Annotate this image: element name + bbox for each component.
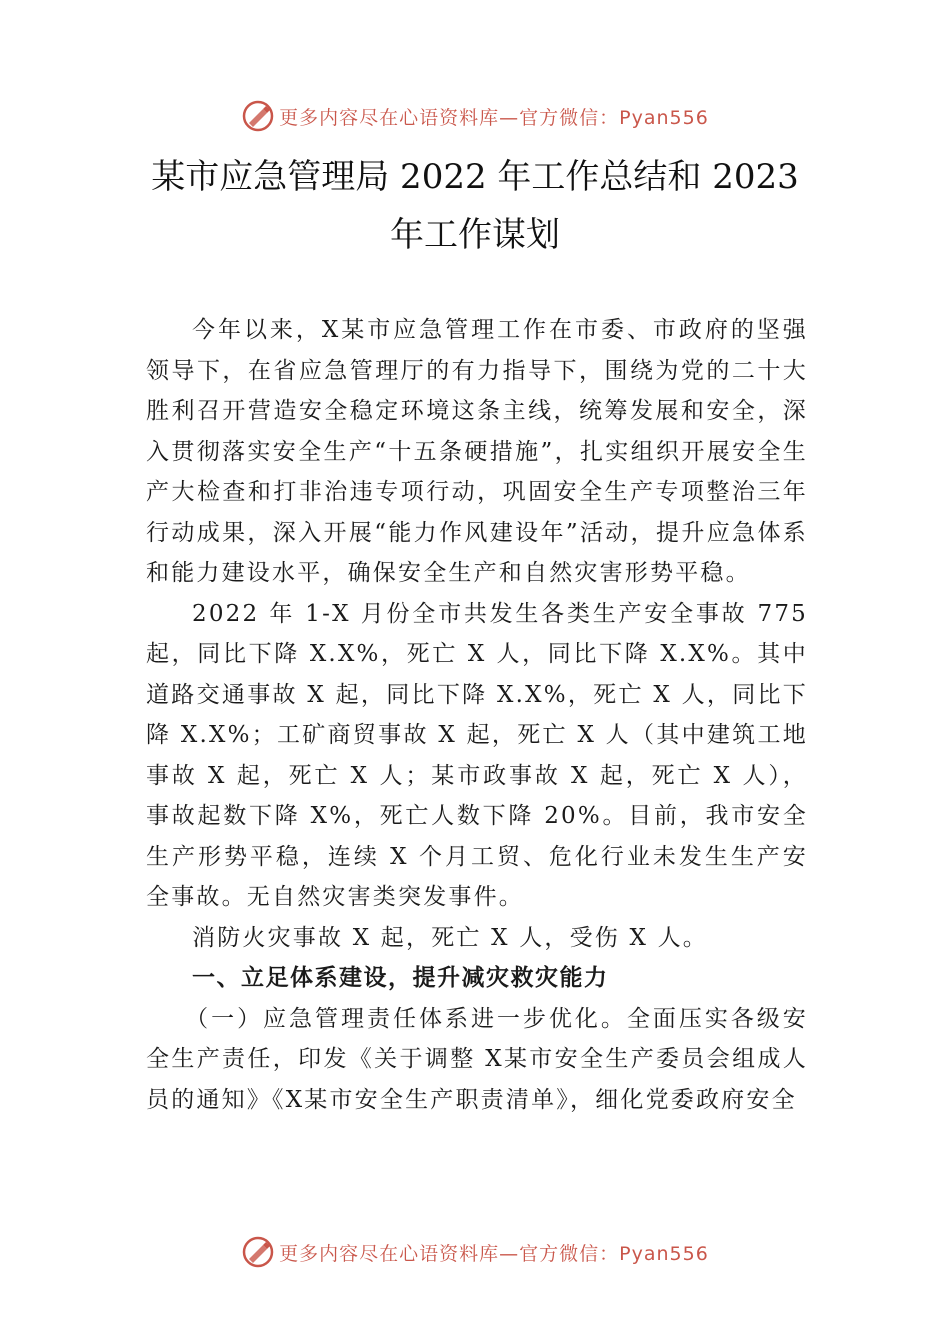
document-title bbox=[120, 148, 830, 264]
paragraph-subsection-1: （一）应急管理责任体系进一步优化。全面压实各级安全生产责任，印发《关于调整 X某市安全生产委员会组成人员的通知》《X某市安全生产职责清单》，细化党委政府安全 bbox=[146, 1005, 808, 1113]
paragraph-intro: 今年以来，X某市应急管理工作在市委、市政府的坚强领导下，在省应急管理厅的有力指导下，围绕为党的二十大胜利召开营造安全稳定环境这条主线，统筹发展和安全，深入贯彻落实安全生产“十五条硬措施”，扎实组织开展安全生产大检查和打非治违专项行动，巩固安全生产专项整治三年行动成果，深入开展“能力作风建设年”活动，提升应急体系和能力建设水平，确保安全生产和自然灾害形势平稳。 bbox=[146, 317, 808, 586]
logo-icon bbox=[241, 1235, 275, 1269]
paragraph-statistics: 2022 年 1-X 月份全市共发生各类生产安全事故 775 起，同比下降 X.X%，死亡 X 人，同比下降 X.X%。其中道路交通事故 X 起，同比下降 X.X%，死亡 X 人，同比下降 X.X%；工矿商贸事故 X 起，死亡 X 人（其中建筑工地事故 X 起，死亡 X 人；某市政事故 X 起，死亡 X 人），事故起数下降 X%，死亡人数下降 20%。目前，我市安全生产形势平稳，连续 X 个月工贸、危化行业未发生生产安全事故。无自然灾害类突发事件。 bbox=[146, 600, 808, 910]
title-line-1: 某市应急管理局 2022 年工作总结和 2023 bbox=[151, 157, 799, 197]
watermark-text: 更多内容尽在心语资料库—官方微信：Pyan556 bbox=[279, 106, 709, 129]
watermark-footer bbox=[0, 1232, 950, 1272]
watermark-text: 更多内容尽在心语资料库—官方微信：Pyan556 bbox=[279, 1242, 709, 1265]
section-heading-1: 一、立足体系建设，提升减灾救灾能力 bbox=[192, 965, 609, 991]
title-line-2: 年工作谋划 bbox=[390, 215, 560, 255]
document-body bbox=[146, 310, 808, 1120]
paragraph-fire: 消防火灾事故 X 起，死亡 X 人，受伤 X 人。 bbox=[192, 924, 708, 951]
watermark-header bbox=[0, 96, 950, 136]
logo-icon bbox=[241, 99, 275, 133]
